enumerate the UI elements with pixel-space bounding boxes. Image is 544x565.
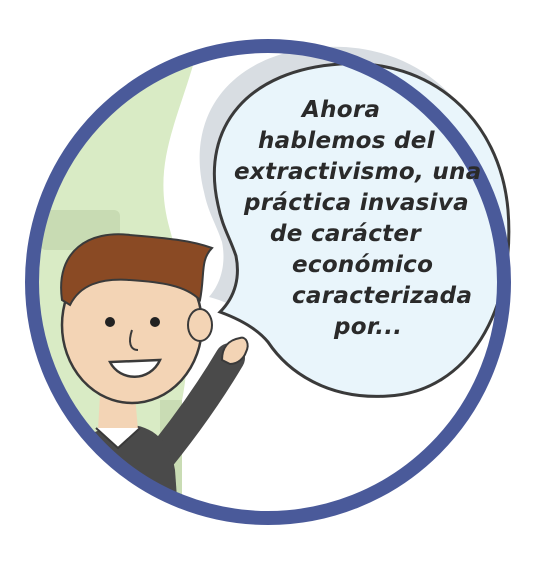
speech-line: hablemos del xyxy=(258,128,435,154)
left-eye xyxy=(105,317,115,327)
speech-line: caracterizada xyxy=(292,283,473,309)
speech-line: práctica invasiva xyxy=(244,190,469,216)
speech-line: Ahora xyxy=(302,97,381,123)
speech-line: por... xyxy=(334,314,403,340)
speech-line: económico xyxy=(292,252,434,278)
right-eye xyxy=(150,317,160,327)
ear xyxy=(188,309,212,341)
speech-line: extractivismo, una xyxy=(234,159,482,185)
speech-line: de carácter xyxy=(270,221,421,247)
speech-bubble-text xyxy=(222,96,482,366)
